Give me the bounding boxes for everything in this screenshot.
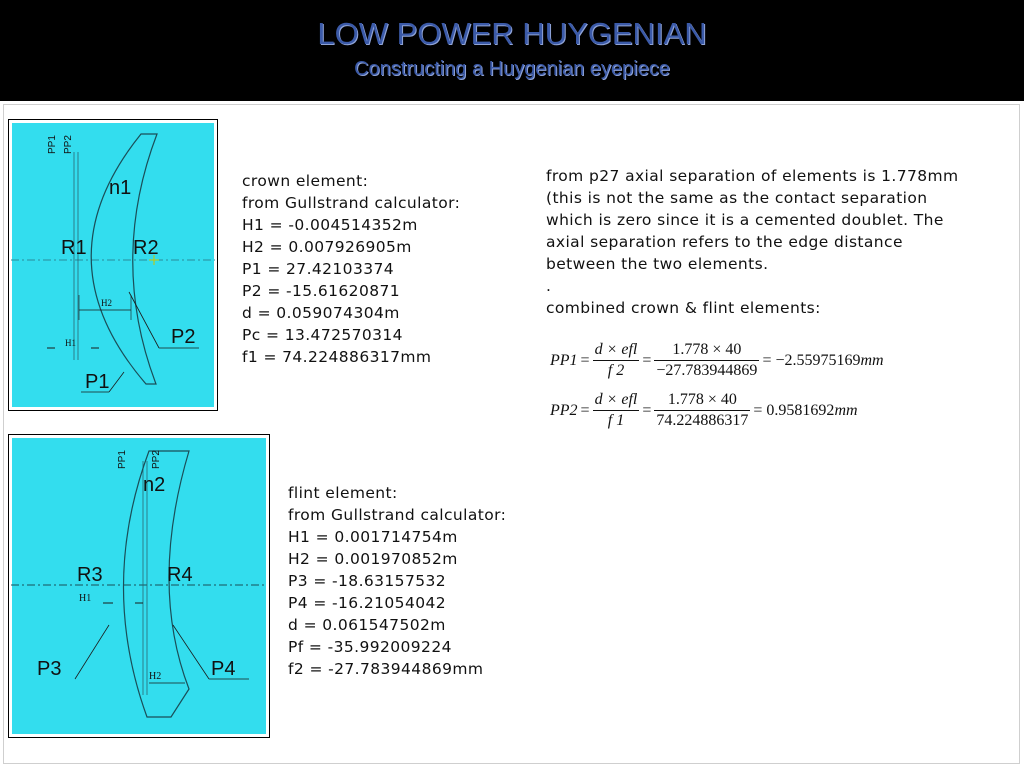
- eq1-symbolic-fraction: [593, 340, 640, 381]
- crown-line: d = 0.059074304m: [242, 304, 400, 322]
- eq2-lhs: PP2: [550, 401, 578, 419]
- notes-line: which is zero since it is a cemented doublet. The: [546, 211, 944, 229]
- eq2-num1: d × efl: [593, 390, 640, 411]
- notes-line: between the two elements.: [546, 255, 769, 273]
- flint-line: Pf = -35.992009224: [288, 638, 452, 656]
- h1-label: H1: [79, 593, 92, 604]
- eq1-lhs: PP1: [550, 351, 578, 369]
- slide-subtitle: Constructing a Huygenian eyepiece: [354, 58, 670, 80]
- eq2-equals-2: =: [642, 401, 652, 419]
- pp2-label: PP2: [63, 135, 74, 154]
- p2-label: P2: [171, 326, 196, 348]
- notes-line: (this is not the same as the contact separation: [546, 189, 928, 207]
- flint-line: from Gullstrand calculator:: [288, 506, 507, 524]
- flint-lens-svg: [9, 435, 269, 737]
- eq2-equals: =: [580, 401, 590, 419]
- notes-line: from p27 axial separation of elements is 1.778mm: [546, 167, 959, 185]
- pp2-label: PP2: [151, 450, 162, 469]
- flint-line: H1 = 0.001714754m: [288, 528, 458, 546]
- flint-line: P3 = -18.63157532: [288, 572, 446, 590]
- n1-label: n1: [109, 177, 132, 199]
- eq2-numeric-fraction: [654, 390, 750, 431]
- eq1-den2: −27.783944869: [656, 362, 758, 379]
- crown-line: H2 = 0.007926905m: [242, 238, 412, 256]
- notes-line: combined crown & flint elements:: [546, 299, 821, 317]
- eq2-symbolic-fraction: [593, 390, 640, 431]
- eq1-equals: =: [580, 351, 590, 369]
- crown-lens-svg: [9, 120, 217, 410]
- pp2-equation: [550, 390, 858, 431]
- notes-line: .: [546, 277, 552, 295]
- crown-line: f1 = 74.224886317mm: [242, 348, 432, 366]
- n2-label: n2: [143, 474, 166, 496]
- h1-label: H1: [65, 338, 76, 348]
- notes-line: axial separation refers to the edge distance: [546, 233, 903, 251]
- eq1-num1: d × efl: [593, 340, 640, 361]
- diagram-background: [11, 122, 215, 408]
- eq1-numeric-fraction: [654, 340, 759, 381]
- eq2-den2: 74.224886317: [656, 412, 749, 429]
- eq2-den1: f 1: [607, 412, 625, 429]
- eq1-num2: 1.778 × 40: [654, 340, 759, 361]
- h2-label: H2: [149, 671, 162, 682]
- slide-header: [0, 0, 1024, 101]
- crown-line: from Gullstrand calculator:: [242, 194, 461, 212]
- eq2-unit: mm: [834, 401, 858, 419]
- crown-line: H1 = -0.004514352m: [242, 216, 418, 234]
- h2-label: H2: [101, 298, 112, 308]
- flint-line: P4 = -16.21054042: [288, 594, 446, 612]
- crown-lens-diagram: [8, 119, 218, 411]
- eq1-result: = −2.55975169: [762, 351, 861, 369]
- flint-line: f2 = -27.783944869mm: [288, 660, 484, 678]
- r3-label: R3: [77, 564, 103, 586]
- eq2-num2: 1.778 × 40: [654, 390, 750, 411]
- eq1-unit: mm: [860, 351, 884, 369]
- eq2-result: = 0.9581692: [753, 401, 835, 419]
- crown-line: P1 = 27.42103374: [242, 260, 394, 278]
- flint-lens-diagram: [8, 434, 270, 738]
- crown-line: crown element:: [242, 172, 369, 190]
- p4-label: P4: [211, 658, 236, 680]
- flint-line: d = 0.061547502m: [288, 616, 446, 634]
- separation-notes: [546, 165, 959, 319]
- crown-line: P2 = -15.61620871: [242, 282, 400, 300]
- r4-label: R4: [167, 564, 193, 586]
- p3-label: P3: [37, 658, 62, 680]
- crown-line: Pc = 13.472570314: [242, 326, 403, 344]
- pp1-label: PP1: [117, 450, 128, 469]
- crown-element-text: [242, 170, 460, 368]
- pp1-label: PP1: [47, 135, 58, 154]
- r1-label: R1: [61, 237, 87, 259]
- r2-label: R2: [133, 237, 159, 259]
- flint-line: H2 = 0.001970852m: [288, 550, 458, 568]
- flint-element-text: [288, 482, 506, 680]
- p1-label: P1: [85, 371, 110, 393]
- flint-line: flint element:: [288, 484, 398, 502]
- eq1-den1: f 2: [607, 362, 625, 379]
- slide-title: LOW POWER HUYGENIAN: [317, 16, 707, 51]
- eq1-equals-2: =: [642, 351, 652, 369]
- pp1-equation: [550, 340, 884, 381]
